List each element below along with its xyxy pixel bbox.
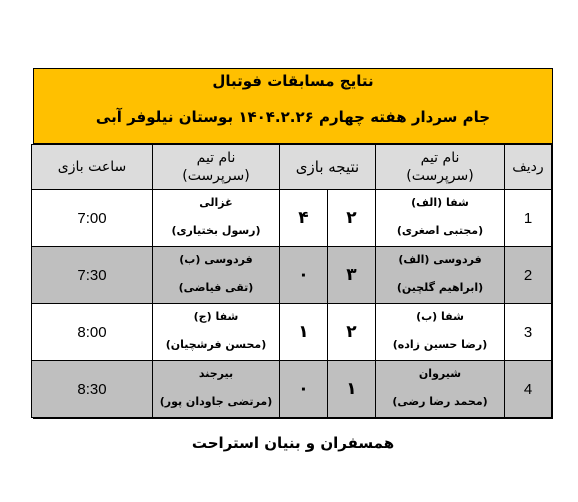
team-a-name: شفا (الف) [411, 196, 469, 209]
title-block [34, 69, 552, 144]
match-time: 8:30 [31, 361, 152, 418]
header-team-b [152, 145, 279, 190]
header-result: نتیجه بازی [279, 145, 375, 190]
row-index: 2 [505, 247, 552, 304]
score-team-a: ۳ [328, 247, 376, 304]
header-team-b-name: نام تیم [196, 150, 236, 166]
row-index: 4 [505, 361, 552, 418]
team-b-name: شفا (ج) [193, 310, 239, 323]
team-a-coach: (محمد رضا رضی) [392, 395, 488, 408]
table-row [31, 304, 551, 361]
table-header-row [31, 145, 551, 190]
match-time: 7:00 [31, 190, 152, 247]
title-main: نتایج مسابقات فوتبال [212, 72, 374, 90]
match-time: 8:00 [31, 304, 152, 361]
header-team-a-coach: (سرپرست) [406, 168, 474, 184]
team-b-cell [152, 304, 279, 361]
header-index: ردیف [505, 145, 552, 190]
score-team-b: ۰ [279, 361, 327, 418]
score-team-b: ۱ [279, 304, 327, 361]
team-a-cell [376, 304, 505, 361]
team-a-coach: (مجتبی اصغری) [396, 224, 484, 237]
team-b-name: فردوسی (ب) [179, 253, 253, 266]
score-team-a: ۲ [328, 190, 376, 247]
team-b-name: غزالی [199, 196, 233, 209]
team-b-coach: (مرتضی جاودان پور) [159, 395, 273, 408]
match-time: 7:30 [31, 247, 152, 304]
team-a-name: فردوسی (الف) [398, 253, 482, 266]
table-row [31, 190, 551, 247]
results-table-sheet [33, 68, 553, 419]
team-b-cell [152, 361, 279, 418]
team-b-name: بیرجند [198, 367, 234, 380]
header-team-a [376, 145, 505, 190]
team-a-coach: (رضا حسین زاده) [392, 338, 488, 351]
team-b-cell [152, 247, 279, 304]
score-team-b: ۴ [279, 190, 327, 247]
team-a-name: شفا (ب) [416, 310, 464, 323]
results-table [31, 144, 552, 418]
team-b-coach: (محسن فرشچیان) [165, 338, 267, 351]
score-team-a: ۱ [328, 361, 376, 418]
row-index: 3 [505, 304, 552, 361]
team-a-cell [376, 247, 505, 304]
team-b-coach: (رسول بختیاری) [171, 224, 261, 237]
table-row [31, 247, 551, 304]
header-team-a-name: نام تیم [420, 150, 460, 166]
team-a-coach: (ابراهیم گلچین) [396, 281, 484, 294]
title-subtitle: جام سردار هفته چهارم ۱۴۰۴.۲.۲۶ بوستان نیلوفر آبی [95, 108, 491, 126]
team-a-name: شیروان [418, 367, 462, 380]
header-time: ساعت بازی [31, 145, 152, 190]
score-team-a: ۲ [328, 304, 376, 361]
team-a-cell [376, 361, 505, 418]
table-row [31, 361, 551, 418]
team-b-cell [152, 190, 279, 247]
footer-caption: همسفران و بنیان استراحت [191, 434, 395, 452]
header-team-b-coach: (سرپرست) [182, 168, 250, 184]
team-b-coach: (تقی فیاضی) [178, 281, 254, 294]
team-a-cell [376, 190, 505, 247]
row-index: 1 [505, 190, 552, 247]
score-team-b: ۰ [279, 247, 327, 304]
